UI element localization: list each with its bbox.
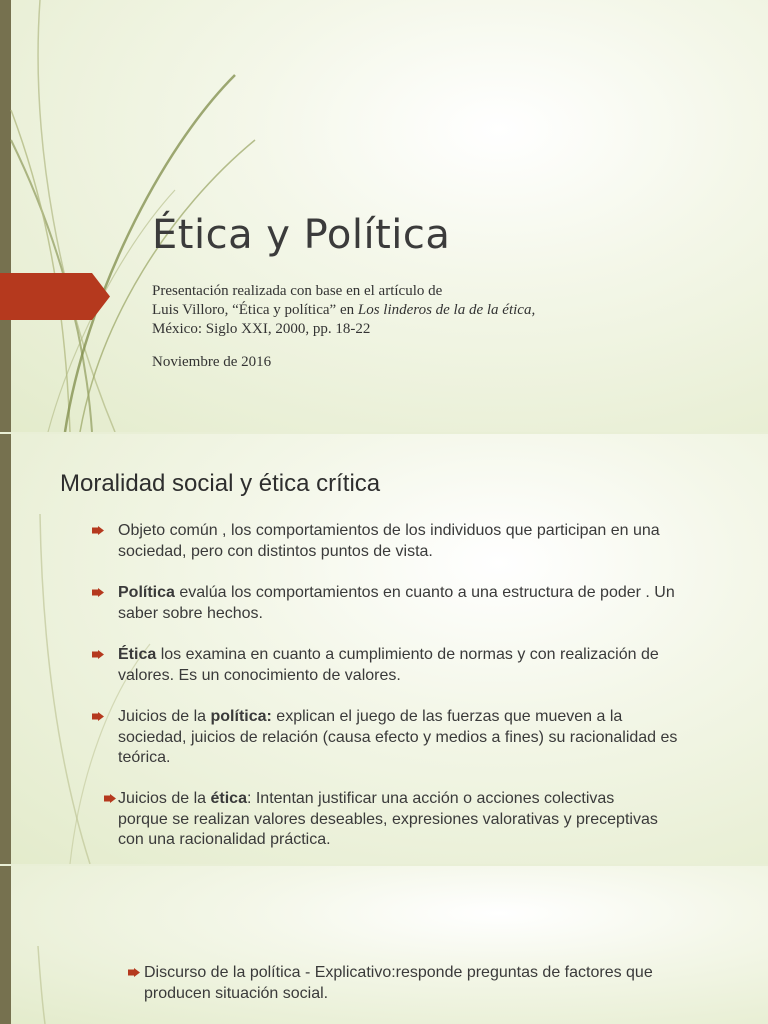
bullet-text: Juicios de la política: explican el juego de las fuerzas que mueven a la sociedad, juicios de relación (causa efecto y medios a fines) su racionalidad es teórica. bbox=[118, 708, 678, 766]
sidebar-strip bbox=[0, 0, 11, 432]
subtitle-line-1: Presentación realizada con base en el artículo de bbox=[152, 283, 443, 299]
sidebar-strip bbox=[0, 866, 11, 1024]
bullet-text: Ética los examina en cuanto a cumplimiento de normas y con realización de valores. Es un conocimiento de valores. bbox=[118, 646, 659, 684]
list-item bbox=[128, 963, 668, 1004]
arrow-right-icon bbox=[92, 712, 104, 721]
bullet-text: Juicios de la ética: Intentan justificar una acción o acciones colectivas porque se realizan valores deseables, expresiones valorativas y preceptivas con una racionalidad práctica. bbox=[118, 790, 658, 848]
presentation-date: Noviembre de 2016 bbox=[152, 354, 272, 370]
arrow-right-icon bbox=[92, 588, 104, 597]
list-item bbox=[104, 789, 664, 851]
arrow-right-icon bbox=[104, 794, 116, 803]
content-slide bbox=[0, 866, 768, 1024]
title-slide bbox=[0, 0, 768, 432]
list-item bbox=[92, 583, 692, 624]
pentagon-tab-icon bbox=[0, 273, 110, 320]
sidebar-strip bbox=[0, 434, 11, 864]
arrow-right-icon bbox=[92, 526, 104, 535]
slide-heading: Moralidad social y ética crítica bbox=[60, 470, 381, 497]
content-slide bbox=[0, 434, 768, 864]
subtitle-book-title: Los linderos de la de la ética, bbox=[357, 302, 536, 318]
list-item bbox=[92, 707, 692, 769]
slide-title: Ética y Política bbox=[152, 212, 451, 258]
list-item bbox=[92, 521, 692, 562]
bullet-text: Discurso de la política - Explicativo:responde preguntas de factores que producen situación social. bbox=[144, 964, 653, 1002]
bullet-text: Objeto común , los comportamientos de los individuos que participan en una sociedad, pero con distintos puntos de vista. bbox=[118, 522, 660, 560]
subtitle-line-3: México: Siglo XXI, 2000, pp. 18-22 bbox=[152, 321, 371, 337]
arrow-right-icon bbox=[128, 968, 140, 977]
subtitle-line-2 bbox=[152, 301, 535, 320]
list-item bbox=[92, 645, 692, 686]
arrow-right-icon bbox=[92, 650, 104, 659]
subtitle-author: Luis Villoro, “Ética y política” en bbox=[152, 302, 358, 318]
bullet-text: Política evalúa los comportamientos en cuanto a una estructura de poder . Un saber sobre hechos. bbox=[118, 584, 675, 622]
slide-subtitle bbox=[152, 282, 535, 339]
